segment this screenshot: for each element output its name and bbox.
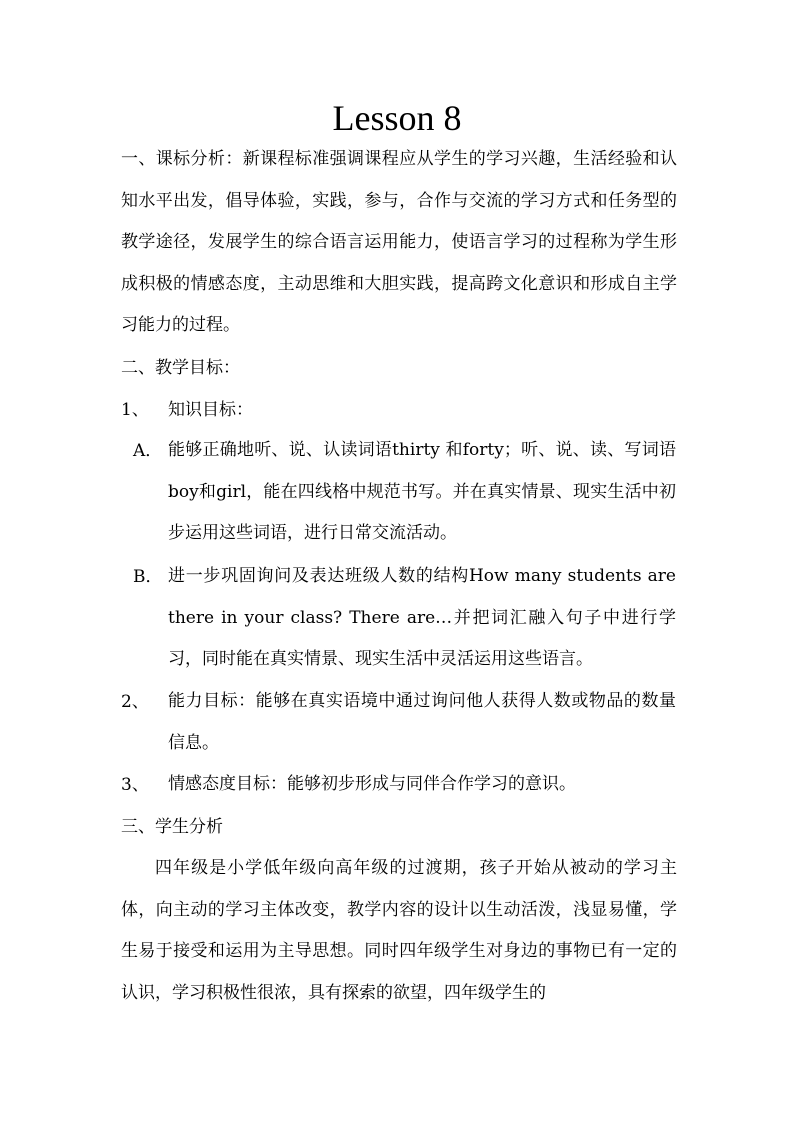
goal-2-number: 2、 bbox=[121, 692, 149, 712]
goal-2-text: 能力目标：能够在真实语境中通过询问他人获得人数或物品的数量信息。 bbox=[168, 691, 676, 753]
goal-1-label: 知识目标： bbox=[168, 400, 253, 420]
goal-3-text: 情感态度目标：能够初步形成与同伴合作学习的意识。 bbox=[168, 774, 576, 794]
curriculum-analysis-paragraph: 一、课标分析：新课程标准强调课程应从学生的学习兴趣，生活经验和认知水平出发，倡导体验，实践，参与，合作与交流的学习方式和任务型的教学途径，发展学生的综合语言运用能力，使语言学习的过程称为学生形成积极的情感态度，主动思维和大胆实践，提高跨文化意识和形成自主学习能力的过程。 bbox=[121, 149, 677, 336]
teaching-goals-heading: 二、教学目标： bbox=[121, 358, 240, 378]
goal-1b-letter: B． bbox=[133, 567, 163, 587]
goal-1a-text: 能够正确地听、说、认读词语thirty 和forty；听、说、读、写词语boy和girl，能在四线格中规范书写。并在真实情景、现实生活中初步运用这些词语，进行日常交流活动。 bbox=[168, 440, 676, 544]
student-analysis-paragraph: 四年级是小学低年级向高年级的过渡期，孩子开始从被动的学习主体，向主动的学习主体改变，教学内容的设计以生动活泼，浅显易懂，学生易于接受和运用为主导思想。同时四年级学生对身边的事物已有一定的认识，学习积极性很浓，具有探索的欲望，四年级学生的 bbox=[121, 858, 677, 1003]
goal-1a-letter: A． bbox=[133, 441, 163, 461]
goal-3-number: 3、 bbox=[121, 775, 149, 795]
goal-1b-text: 进一步巩固询问及表达班级人数的结构How many students are there in your class? There are…并把词汇融入句子中进行学习，同时能在真实情景、现实生活中灵活运用这些语言。 bbox=[168, 566, 676, 670]
goal-1-number: 1、 bbox=[121, 400, 149, 420]
student-analysis-heading: 三、学生分析 bbox=[121, 817, 223, 837]
document-title: Lesson 8 bbox=[332, 98, 462, 138]
